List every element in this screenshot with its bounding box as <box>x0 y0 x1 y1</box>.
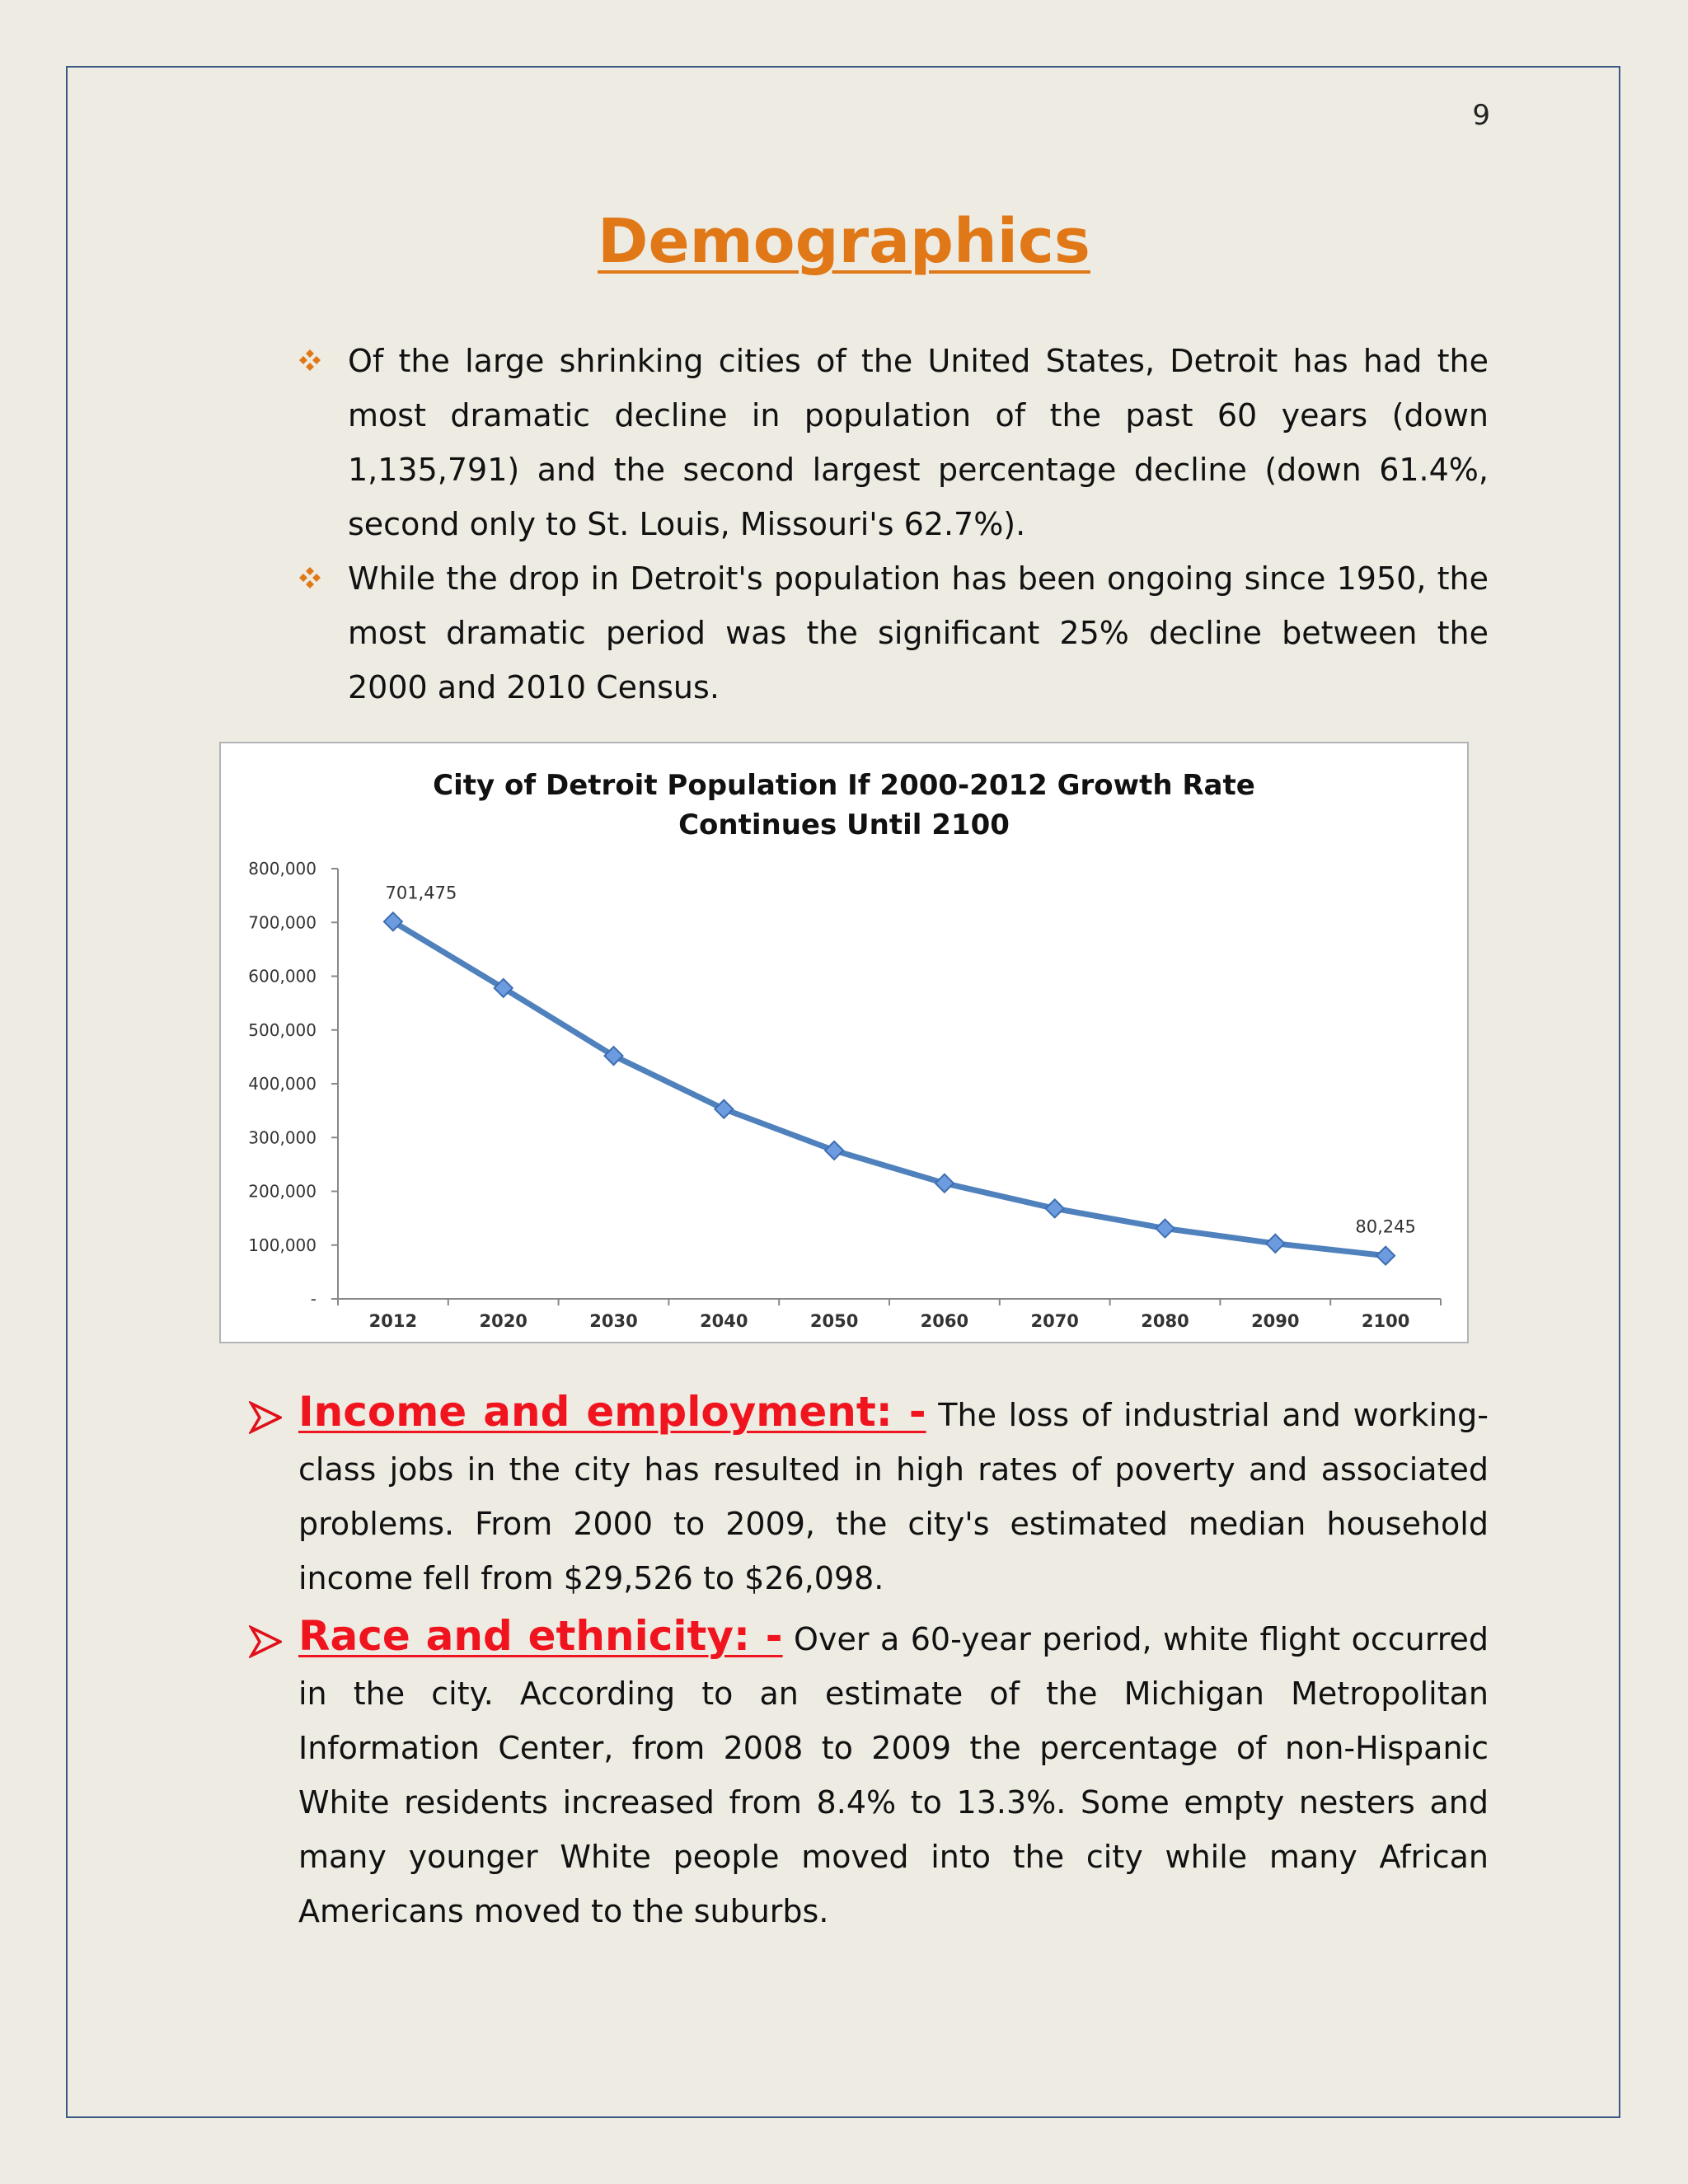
section-item-income <box>249 1385 1489 1605</box>
x-tick-label: 2030 <box>589 1311 638 1331</box>
chart-canvas <box>221 743 1467 1342</box>
data-label: 701,475 <box>385 883 457 903</box>
y-tick-label: 800,000 <box>248 859 316 879</box>
chart-title-line1: City of Detroit Population If 2000-2012 Growth Rate <box>433 769 1255 802</box>
arrowhead-bullet-icon <box>249 1609 298 1675</box>
intro-bullet-item <box>298 551 1489 715</box>
page-title: Demographics <box>598 206 1090 277</box>
section-text-race: Over a 60-year period, white flight occurred in the city. According to an estimate of the Michigan Metropolitan Information Center, from 2008 to 2009 the percentage of non-Hispanic White residents increased from 8.4% to 13.3%. Some empty nesters and many younger White people moved into the city while many African Americans moved to the suburbs. <box>298 1621 1489 1929</box>
y-tick-label: 200,000 <box>248 1181 316 1202</box>
y-tick-label: 600,000 <box>248 966 316 987</box>
data-point <box>1376 1247 1395 1265</box>
data-label: 80,245 <box>1355 1216 1416 1237</box>
section-heading-race: Race and ethnicity: - <box>298 1612 783 1660</box>
four-diamond-bullet-icon <box>298 551 348 589</box>
x-tick-label: 2040 <box>700 1311 748 1331</box>
data-point <box>935 1174 954 1193</box>
y-tick-label: 300,000 <box>248 1127 316 1148</box>
x-tick-label: 2012 <box>368 1311 418 1331</box>
intro-bullet-list <box>298 334 1489 715</box>
data-point <box>1046 1199 1064 1217</box>
data-point <box>825 1141 843 1160</box>
data-point <box>1266 1235 1284 1253</box>
data-point <box>715 1100 733 1118</box>
intro-bullet-text: While the drop in Detroit's population has been ongoing since 1950, the most dramatic period was the significant 25% decline between the 2000 and 2010 Census. <box>348 560 1489 705</box>
y-tick-label: 100,000 <box>248 1235 316 1255</box>
y-tick-label: 700,000 <box>248 912 316 933</box>
chart-plot-area <box>248 859 1441 1331</box>
population-chart <box>219 742 1469 1343</box>
chart-title-line2: Continues Until 2100 <box>678 808 1010 841</box>
y-tick-label: 500,000 <box>248 1019 316 1040</box>
x-tick-label: 2050 <box>809 1311 859 1331</box>
section-heading-income: Income and employment: - <box>298 1388 926 1436</box>
section-list <box>249 1385 1489 1942</box>
intro-bullet-item <box>298 334 1489 551</box>
section-text-income: The loss of industrial and working-class jobs in the city has resulted in high rates of poverty and associated problems. From 2000 to 2009, the city's estimated median household income fell from $29,526 to $26,098. <box>298 1397 1489 1596</box>
arrowhead-bullet-icon <box>249 1385 298 1451</box>
x-tick-label: 2090 <box>1251 1311 1300 1331</box>
x-tick-label: 2080 <box>1141 1311 1189 1331</box>
section-item-race <box>249 1609 1489 1938</box>
y-tick-label: 400,000 <box>248 1074 316 1094</box>
y-tick-label: - <box>310 1289 316 1309</box>
page-number: 9 <box>1472 99 1490 132</box>
intro-bullet-text: Of the large shrinking cities of the United States, Detroit has had the most dramatic decline in population of the past 60 years (down 1,135,791) and the second largest percentage decline (down 61.4%, second only to St. Louis, Missouri's 62.7%). <box>348 343 1489 542</box>
x-tick-label: 2070 <box>1030 1311 1079 1331</box>
x-tick-label: 2020 <box>479 1311 528 1331</box>
four-diamond-bullet-icon <box>298 334 348 372</box>
x-tick-label: 2060 <box>920 1311 969 1331</box>
data-point <box>1156 1220 1175 1238</box>
x-tick-label: 2100 <box>1361 1311 1410 1331</box>
series-line <box>393 921 1386 1255</box>
